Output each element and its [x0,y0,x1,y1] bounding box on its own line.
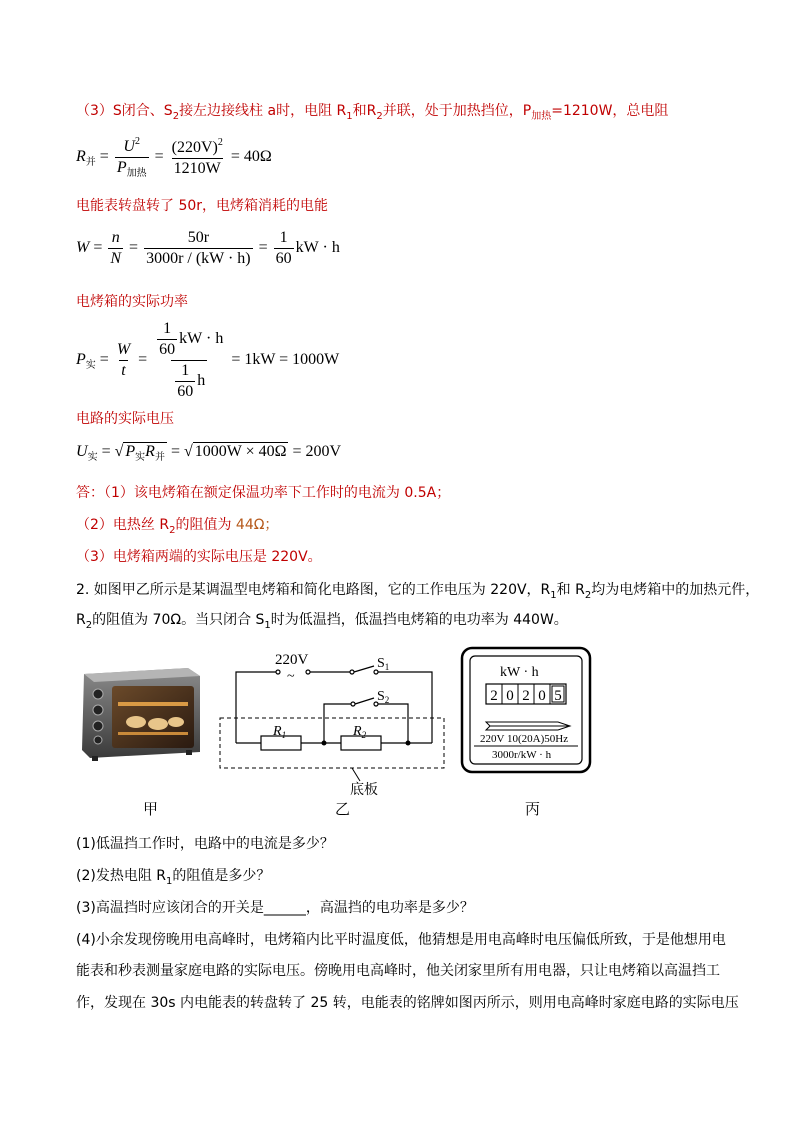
resistor-r1-label: $R_1$ [273,724,287,740]
meter-digit: 0 [538,688,546,704]
switch-s1-label: $S_1$ [377,656,390,672]
meter-digit: 2 [522,688,530,704]
problem-stem-2: $R_2$的阻值为 70Ω。当只闭合 $S_1$时为低温挡，低温挡电烤箱的电功率为 440W。 [76,612,568,631]
equation-energy: W = $\frac{n}{N}$ = $\frac{50r}{3000r / (kW \cdot h)}$ = $\frac{1}{60}$ kW · h [76,229,340,267]
question-3: (3)高温挡时应该闭合的开关是______，高温挡的电功率是多少？ [76,900,474,916]
switch-s2-label: $S_2$ [377,689,390,705]
meter-spec-rating: 220V 10(20A)50Hz [480,733,569,745]
meter-digit: 0 [506,688,514,704]
energy-meter [460,646,592,776]
meter-spec-revolutions: 3000r/kW · h [492,749,552,761]
question-4-line-3: 作，发现在 30s 内电能表的转盘转了 25 转，电能表的铭牌如图丙所示，则用电高峰时家庭电路的实际电压 [76,995,739,1011]
equation-voltage: $U_实$ = √ $P_实R_并$ = √ 1000W × 40Ω = 200V [76,443,342,463]
meter-digit: 5 [554,688,562,704]
power-text: 电烤箱的实际功率 [76,294,188,310]
oven-image [78,664,204,764]
equation-power: $P_实$ = $\frac{W}{t}$ = $\frac{1}{60}$ kW · h $\frac{1}{60}$ h = 1kW = 1000W [76,320,340,400]
base-label: 底板 [350,783,378,798]
question-4-line-1: (4)小余发现傍晚用电高峰时，电烤箱内比平时温度低，他猜想是用电高峰时电压偏低所致，于是他想用电 [76,932,726,948]
answer-2: （2）电热丝 $R_2$的阻值为 44Ω； [76,517,279,536]
meter-text: 电能表转盘转了 50r，电烤箱消耗的电能 [76,198,329,214]
answer-3: （3）电烤箱两端的实际电压是 220V。 [76,549,322,565]
resistor-r2-label: $R_2$ [353,724,367,740]
meter-unit: kW · h [500,665,539,680]
part3-intro: （3）S闭合、$S_2$接左边接线柱 a时，电阻 $R_1$和$R_2$并联，处于加热挡位，$P_{加热}=1210W$，总电阻 [76,103,669,122]
answer-1: 答：（1）该电烤箱在额定保温功率下工作时的电流为 0.5A； [76,485,451,501]
question-4-line-2: 能表和秒表测量家庭电路的实际电压。傍晚用电高峰时，他关闭家里所有用电器，只让电烤箱以高温挡工 [76,963,720,979]
equation-total-resistance: $R_并$ = $\frac{U^2}{P_{加热}}$ = $\frac{(220V)^2}{1210W}$ = 40Ω [76,136,272,179]
voltage-text: 电路的实际电压 [76,411,174,427]
ac-symbol: ~ [287,669,295,684]
question-2: (2)发热电阻 $R_1$的阻值是多少？ [76,868,271,887]
figure-label-jia: 甲 [143,800,159,818]
meter-digit: 2 [490,688,498,704]
voltage-label: 220V [275,652,309,668]
circuit-diagram [214,646,454,798]
figure-label-bing: 丙 [525,800,541,818]
problem-stem: 2. 如图甲乙所示是某调温型电烤箱和简化电路图，它的工作电压为 220V，$R_1$和 $R_2$均为电烤箱中的加热元件， [76,582,760,601]
question-1: (1)低温挡工作时，电路中的电流是多少？ [76,836,334,852]
figure-label-yi: 乙 [335,800,351,818]
